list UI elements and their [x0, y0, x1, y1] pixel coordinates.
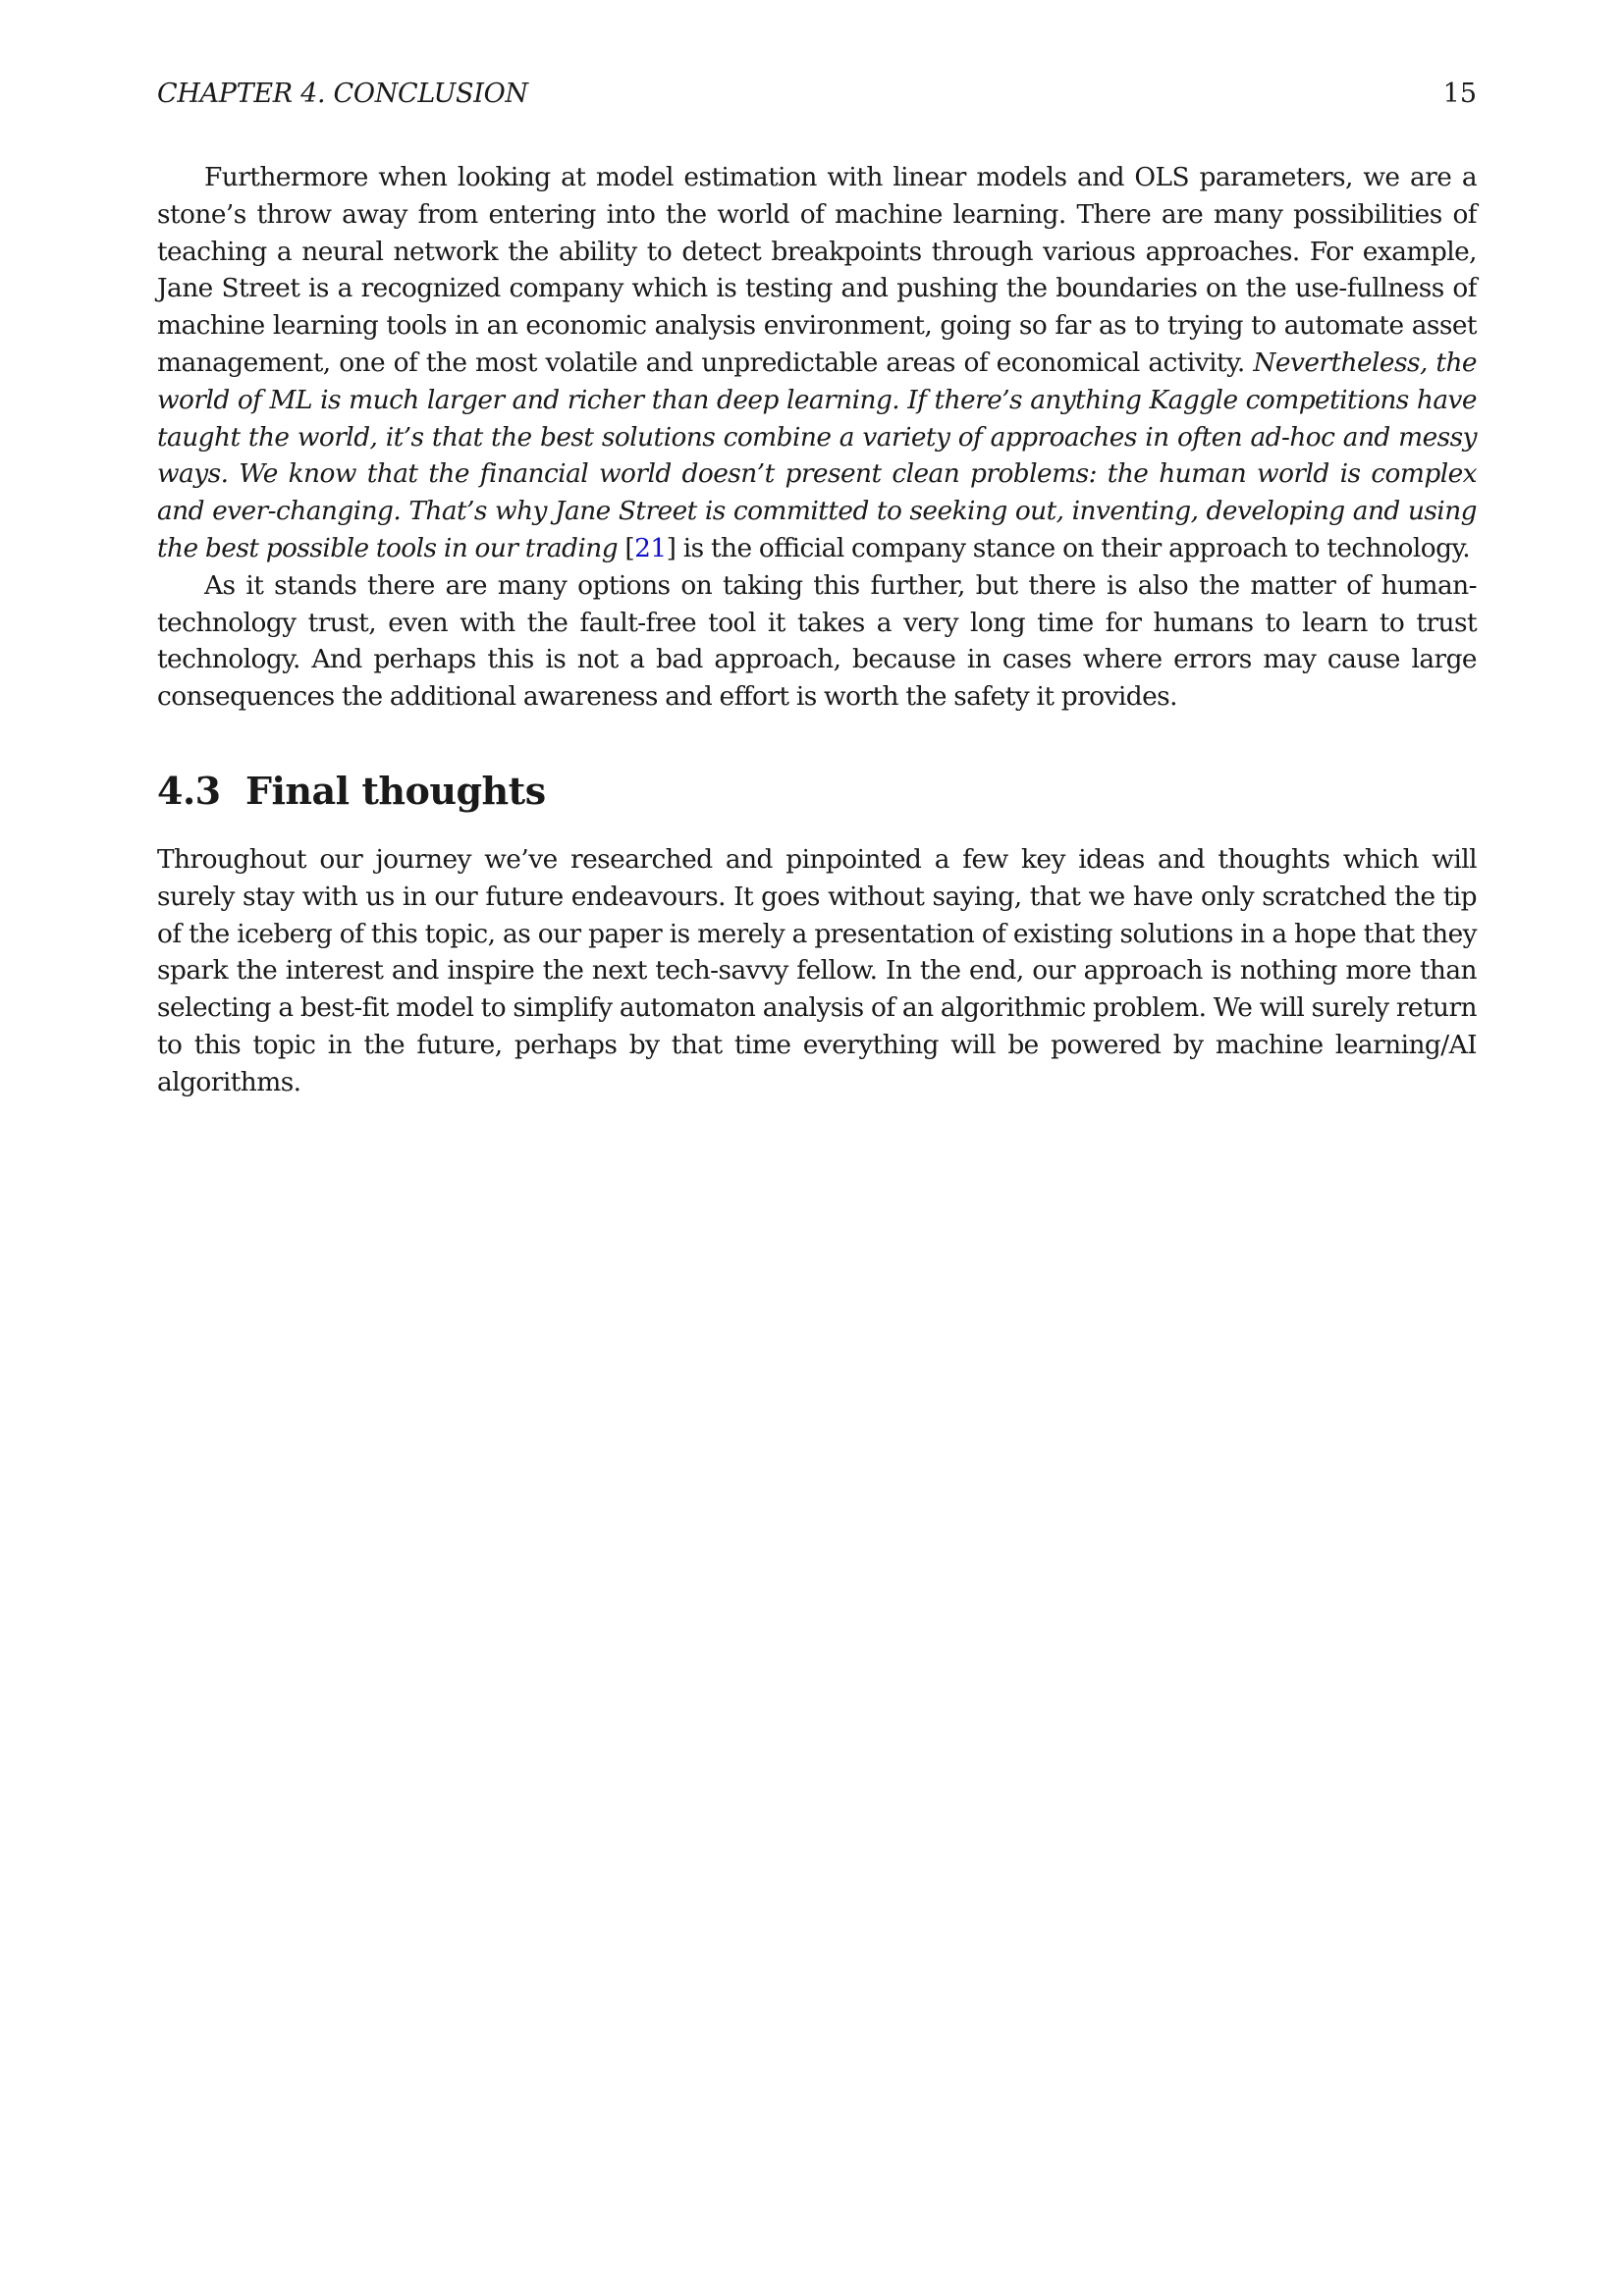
section-heading	[157, 766, 546, 817]
paragraph-text: Furthermore when looking at model estimation with linear models and OLS parameters, we are a stone’s throw away from entering into the world of machine learning. There are many possibilities of teaching a neural network the ability to detect breakpoints through various approaches. For example, Jane Street is a recognized company which is testing and pushing the boundaries on the use-fullness of machine learning tools in an economic analysis environment, going so far as to trying to automate asset management, one of the most volatile and unpredictable areas of economical activity.	[157, 162, 1477, 378]
jane-street-quote: Nevertheless, the world of ML is much larger and richer than deep learning. If there’s anything Kaggle competitions have taught the world, it’s that the best solutions combine a variety of approaches in often ad-hoc and messy ways. We know that the financial world doesn’t present clean problems: the human world is complex and ever-changing. That’s why Jane Street is committed to seeking out, inventing, developing and using the best possible tools in our trading	[157, 347, 1478, 563]
final-thoughts-body	[157, 841, 1477, 1101]
chapter-title: CHAPTER 4. CONCLUSION	[157, 79, 528, 109]
section-number: 4.3	[157, 769, 221, 813]
running-header	[157, 77, 1477, 112]
section-title: Final thoughts	[245, 769, 546, 813]
citation-link-21[interactable]: 21	[634, 532, 667, 563]
paragraph-text: is the official company stance on their approach to technology.	[676, 532, 1471, 563]
conclusion-body	[157, 159, 1477, 716]
citation-bracket-close: ]	[666, 532, 677, 563]
citation-bracket-open: [	[618, 532, 635, 563]
paragraph-human-technology-trust: As it stands there are many options on taking this further, but there is also the matter of human-technology trust, even with the fault-free tool it takes a very long time for humans to learn to trust technology. And perhaps this is not a bad approach, because in cases where errors may cause large consequences the additional awareness and effort is worth the safety it provides.	[157, 569, 1477, 713]
paragraph-ml-outlook	[157, 159, 1477, 567]
page-number: 15	[1442, 79, 1477, 109]
paragraph-final-thoughts: Throughout our journey we’ve researched and pinpointed a few key ideas and thoughts which will surely stay with us in our future endeavours. It goes without saying, that we have only scratched the tip of the iceberg of this topic, as our paper is merely a presentation of existing solutions in a hope that they spark the interest and inspire the next tech-savvy fellow. In the end, our approach is nothing more than selecting a best-fit model to simplify automaton analysis of an algorithmic problem. We will surely return to this topic in the future, perhaps by that time everything will be powered by machine learning/AI algorithms.	[157, 844, 1477, 1097]
